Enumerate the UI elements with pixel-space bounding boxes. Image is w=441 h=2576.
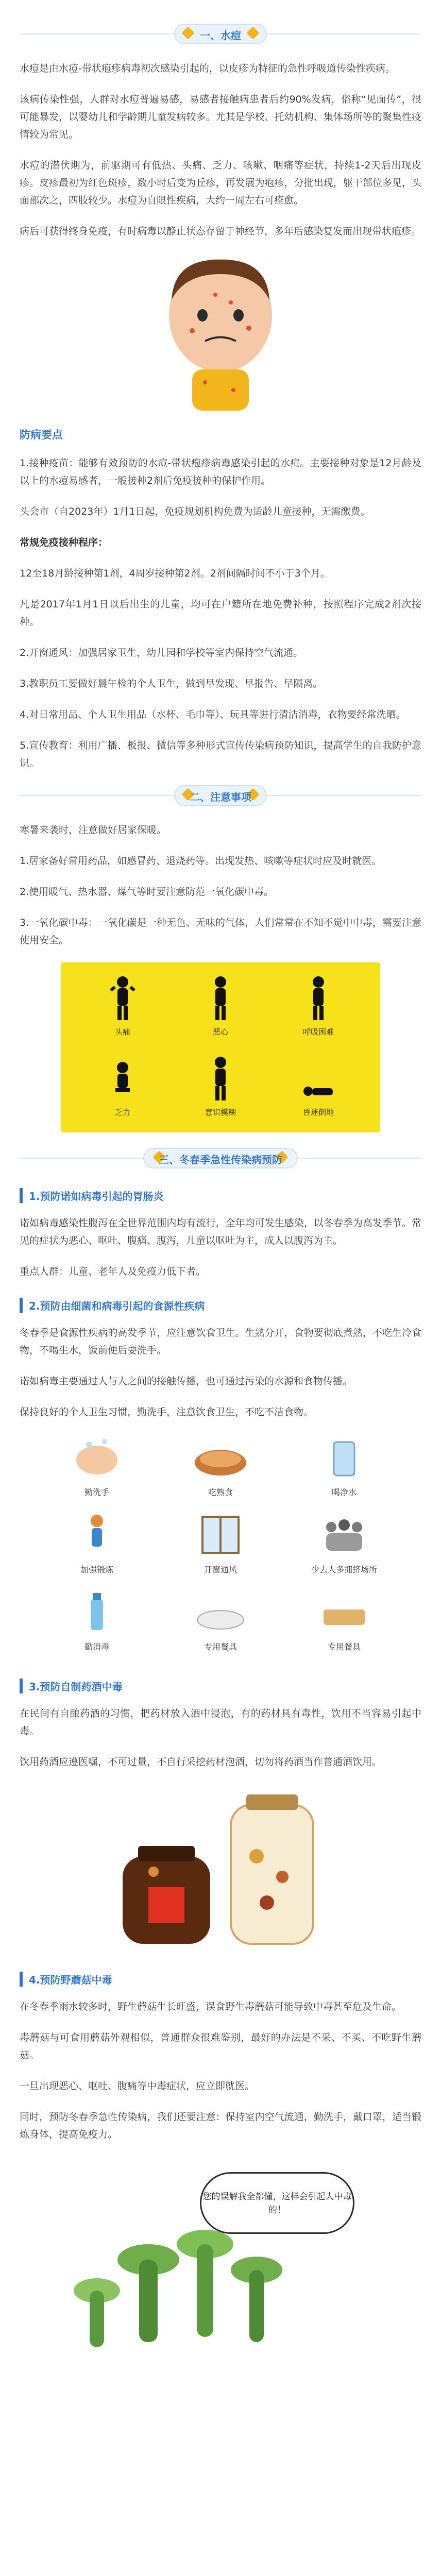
tableware-icon (190, 1589, 251, 1635)
paragraph: 水痘是由水痘-带状疱疹病毒初次感染引起的，以皮疹为特征的急性呼吸道传染性疾病。 (20, 63, 395, 74)
section-title: 二、注意事项 (190, 791, 251, 803)
crowd-icon (313, 1512, 375, 1558)
open-window-icon (190, 1512, 251, 1558)
nausea-icon (204, 975, 237, 1021)
mushroom-illustration (20, 2157, 421, 2373)
paragraph: 3.一氧化碳中毒：一氧化碳是一种无色、无味的气体，人们常常在不知不觉中中毒，需要注意使用安全。 (20, 917, 421, 946)
mushroom-illustration-wrap (20, 2157, 421, 2373)
disinfect-icon (66, 1589, 128, 1635)
prevention-title: 防病要点 (20, 429, 63, 441)
grid-item: 吃熟食 (174, 1434, 267, 1498)
grid-item: 喝净水 (298, 1434, 391, 1498)
paragraph: 在民间有自酿药酒的习惯，把药材放入酒中浸泡，有的药材具有毒性，饮用不当容易引起中毒。 (20, 1708, 421, 1737)
paragraph: 毒蘑菇与可食用蘑菇外观相似，普通群众很难鉴别，最好的办法是不采、不买、不吃野生蘑菇。 (20, 2032, 421, 2061)
paragraph: 凡是2017年1月1日以后出生的儿童，均可在户籍所在地免费补种，按照程序完成2剂次接种。 (20, 599, 421, 628)
fatigue-icon (106, 1055, 139, 1101)
paragraph: 5.宣传教育：利用广播、板报、微信等多种形式宣传传染病预防知识，提高学生的自我防护意识。 (20, 740, 421, 769)
symptom-confusion: 意识模糊 (190, 1055, 251, 1117)
section-banner-prevention (20, 1148, 421, 1168)
speech-bubble: 您的误解我全都懂，这样会引起人中毒的！ (200, 2172, 354, 2234)
wash-hands-icon (66, 1434, 128, 1481)
paragraph: 病后可获得终身免疫，有时病毒以静止状态存留于神经节，多年后感染复发而出现带状疱疹。 (20, 226, 421, 237)
breathing-icon (302, 975, 335, 1021)
grid-item: 勤洗手 (50, 1434, 143, 1498)
paragraph: 该病传染性强，人群对水痘普遍易感，易感者接触病患者后约90%发病，俗称“见面传”，很可能暴发，以婴幼儿和学龄期儿童发病较多。尤其是学校、托幼机构、集体场所等的聚集性疫情较为常见。 (20, 94, 421, 140)
section-banner-water (20, 24, 421, 44)
section-title: 三、冬春季急性传染病预防 (159, 1154, 282, 1166)
paragraph: 3.教职员工要做好晨午检的个人卫生，做到早发现、早报告、早隔离。 (20, 678, 323, 689)
paragraph: 诺如病毒主要通过人与人之间的接触传播，也可通过污染的水源和食物传播。 (20, 1376, 353, 1387)
paragraph: 保持良好的个人卫生习惯，勤洗手，注意饮食卫生，不吃不洁食物。 (20, 1406, 314, 1418)
symptom-nausea: 恶心 (190, 975, 251, 1037)
sub-heading: 3.预防自制药酒中毒 (20, 1679, 123, 1693)
medicinal-wine-illustration (61, 1784, 380, 1954)
paragraph: 2.开窗通风：加强居家卫生，幼儿园和学校等室内保持空气流通。 (20, 647, 303, 658)
co-poisoning-symptoms-panel (61, 962, 380, 1132)
symptom-breathing: 呼吸困难 (287, 975, 349, 1037)
sub-heading: 1.预防诺如病毒引起的胃肠炎 (20, 1188, 164, 1203)
exercise-icon (66, 1512, 128, 1558)
sick-child-illustration (143, 253, 298, 413)
section-banner-notes (20, 785, 421, 806)
prevention-icon-grid (35, 1434, 406, 1661)
confusion-icon (204, 1055, 237, 1101)
collapse-icon (302, 1055, 335, 1101)
paragraph: 冬春季是食源性疾病的高发季节，应注意饮食卫生。生熟分开，食物要彻底煮熟，不吃生冷食物，不喝生水，饭前便后要洗手。 (20, 1327, 421, 1356)
paragraph: 4.对日常用品、个人卫生用品（水杯、毛巾等）、玩具等进行清洁消毒，衣物要经常洗晒。 (20, 709, 406, 720)
sub-heading: 4.预防野蘑菇中毒 (20, 1972, 112, 1987)
grid-item: 勤消毒 (50, 1589, 143, 1652)
clean-water-icon (313, 1434, 375, 1481)
paragraph: 同时，预防冬春季急性传染病，我们还要注意：保持室内空气流通，勤洗手，戴口罩，适当锻炼身体，提高免疫力。 (20, 2111, 421, 2140)
paragraph: 12至18月龄接种第1剂，4周岁接种第2剂。2剂间隔时间不小于3个月。 (20, 568, 330, 579)
sub-heading: 2.预防由细菌和病毒引起的食源性疾病 (20, 1298, 205, 1313)
grid-item: 专用餐具 (298, 1589, 391, 1652)
tableware-icon (313, 1589, 375, 1635)
paragraph: 诺如病毒感染性腹泻在全世界范围内均有流行，全年均可发生感染，以冬春季为高发季节。常见的症状为恶心、呕吐、腹痛、腹泻，儿童以呕吐为主，成人以腹泻为主。 (20, 1217, 421, 1246)
paragraph: 饮用药酒应遵医嘱，不可过量，不自行采挖药材泡酒，切勿将药酒当作普通酒饮用。 (20, 1756, 382, 1768)
symptom-fatigue: 乏力 (92, 1055, 154, 1117)
paragraph: 头会市（自2023年）1月1日起，免疫规划机构免费为适龄儿童接种，无需缴费。 (20, 506, 370, 517)
paragraph: 2.使用暖气、热水器、煤气等时要注意防范一氧化碳中毒。 (20, 886, 274, 897)
paragraph: 重点人群：儿童、老年人及免疫力低下者。 (20, 1266, 206, 1277)
grid-item: 加强锻炼 (50, 1512, 143, 1575)
paragraph: 水痘的潜伏期为，前驱期可有低热、头痛、乏力、咳嗽、咽痛等症状，持续1-2天后出现皮疹。皮疹最初为红色斑疹，数小时后变为丘疹，再发展为疱疹，分批出现，躯干部位多见，头面部次之，四肢较少。水痘为自限性疾病，大约一周左右可痊愈。 (20, 160, 421, 206)
section-title: 一、水痘 (200, 29, 241, 42)
grid-item: 开窗通风 (174, 1512, 267, 1575)
paragraph: 1.居家备好常用药品，如感冒药、退烧药等。出现发热、咳嗽等症状时应及时就医。 (20, 855, 382, 867)
grid-item: 少去人多拥挤场所 (298, 1512, 391, 1575)
cooked-food-icon (190, 1434, 251, 1481)
symptom-headache: 头痛 (92, 975, 154, 1037)
paragraph: 一旦出现恶心、呕吐、腹痛等中毒症状，应立即就医。 (20, 2080, 255, 2092)
headache-icon (106, 975, 139, 1021)
symptom-collapse: 昏迷倒地 (287, 1055, 349, 1117)
schedule-title: 常规免疫接种程序： (20, 537, 108, 548)
paragraph: 1.接种疫苗：能够有效预防的水痘-带状疱疹病毒感染引起的水痘。主要接种对象是12月龄及以上的水痘易感者，一般接种2剂后免疫接种的保护作用。 (20, 457, 421, 486)
grid-item: 专用餐具 (174, 1589, 267, 1652)
paragraph: 在冬春季雨水较多时，野生蘑菇生长旺盛，误食野生毒蘑菇可能导致中毒甚至危及生命。 (20, 2001, 402, 2012)
paragraph: 寒暑来袭时，注意做好居家保暖。 (20, 824, 167, 836)
article-column (20, 0, 421, 2373)
